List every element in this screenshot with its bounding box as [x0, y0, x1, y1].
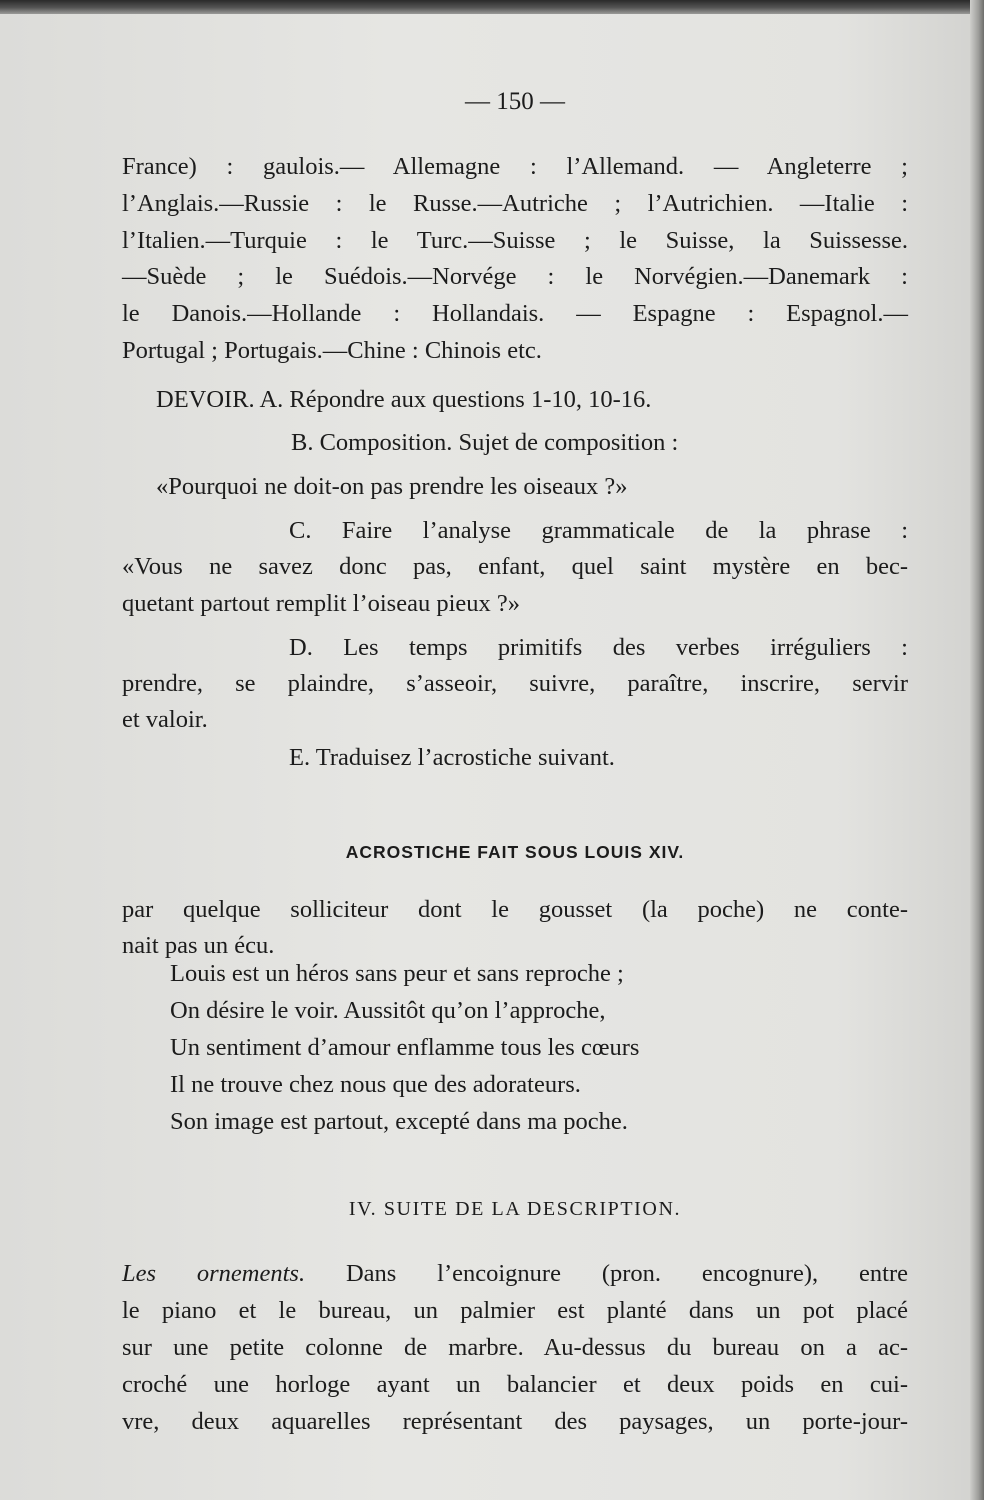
page-number: — 150 —	[465, 88, 565, 115]
nations-line-2: l’Anglais.—Russie : le Russe.—Autriche ; l’Autrichien. —Italie :	[122, 190, 908, 217]
section-line-5: vre, deux aquarelles représentant des paysages, un porte-jour-	[122, 1408, 908, 1435]
scan-top-edge	[0, 0, 984, 14]
nations-line-3: l’Italien.—Turquie : le Turc.—Suisse ; le Suisse, la Suissesse.	[122, 227, 908, 254]
devoir-d-line-3: et valoir.	[122, 706, 208, 733]
acrostic-verse-2: On désire le voir. Aussitôt qu’on l’approche,	[170, 997, 606, 1024]
section-line-2: le piano et le bureau, un palmier est planté dans un pot placé	[122, 1297, 908, 1324]
acrostic-verse-3: Un sentiment d’amour enflamme tous les cœurs	[170, 1034, 640, 1061]
section-line-1-rest: Dans l’encoignure (pron. encognure), entre	[345, 1260, 908, 1287]
devoir-e: E. Traduisez l’acrostiche suivant.	[289, 744, 615, 771]
section-lead-italic: Les ornements.	[122, 1260, 306, 1287]
nations-line-4: —Suède ; le Suédois.—Norvége : le Norvégien.—Danemark :	[122, 263, 908, 290]
devoir-b: B. Composition. Sujet de composition :	[291, 429, 679, 456]
devoir-c-line-1: C. Faire l’analyse grammaticale de la phrase :	[289, 517, 908, 544]
section-title: IV. SUITE DE LA DESCRIPTION.	[348, 1198, 682, 1220]
section-line-1	[122, 1260, 908, 1288]
devoir-c-line-2: «Vous ne savez donc pas, enfant, quel saint mystère en bec-	[122, 553, 908, 580]
scan-right-edge	[970, 0, 984, 1500]
acrostic-verse-4: Il ne trouve chez nous que des adorateurs.	[170, 1071, 581, 1098]
nations-line-1: France) : gaulois.— Allemagne : l’Allemand. — Angleterre ;	[122, 153, 908, 180]
acrostic-verse-5: Son image est partout, excepté dans ma poche.	[170, 1108, 628, 1135]
acrostic-title: ACROSTICHE FAIT SOUS LOUIS XIV.	[345, 842, 685, 862]
devoir-d-line-2: prendre, se plaindre, s’asseoir, suivre, paraître, inscrire, servir	[122, 670, 908, 697]
devoir-b-quote: «Pourquoi ne doit-on pas prendre les oiseaux ?»	[156, 473, 628, 500]
acrostic-intro-line-2: nait pas un écu.	[122, 932, 275, 959]
devoir-c-line-3: quetant partout remplit l’oiseau pieux ?»	[122, 590, 521, 617]
acrostic-intro-line-1: par quelque solliciteur dont le gousset (la poche) ne conte-	[122, 896, 908, 923]
devoir-a: DEVOIR. A. Répondre aux questions 1-10, 10-16.	[156, 386, 652, 413]
section-line-4: croché une horloge ayant un balancier et deux poids en cui-	[122, 1371, 908, 1398]
devoir-d-line-1: D. Les temps primitifs des verbes irréguliers :	[289, 634, 908, 661]
acrostic-verse-1: Louis est un héros sans peur et sans reproche ;	[170, 960, 624, 987]
nations-line-6: Portugal ; Portugais.—Chine : Chinois etc.	[122, 337, 542, 364]
nations-line-5: le Danois.—Hollande : Hollandais. — Espagne : Espagnol.—	[122, 300, 908, 327]
section-line-3: sur une petite colonne de marbre. Au-dessus du bureau on a ac-	[122, 1334, 908, 1361]
